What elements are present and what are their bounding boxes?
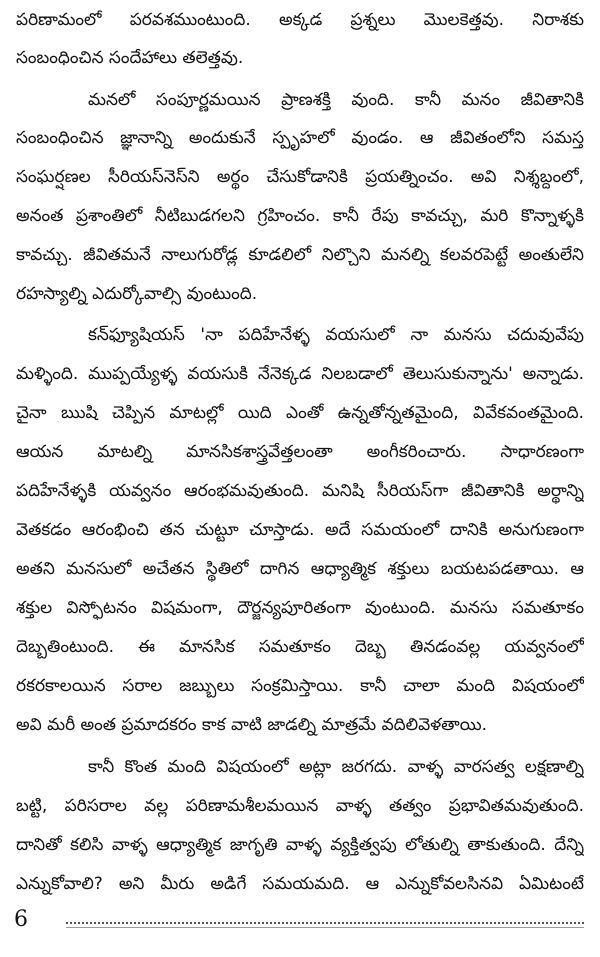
paragraph-line: చైనా ఋషి చెప్పిన మాటల్లో యిది ఎంతో ఉన్నతోన్నతమైంది, వివేకవంతమైంది. (16, 403, 584, 423)
paragraph-line: దెబ్బతింటుంది. ఈ మానసిక సమతూకం దెబ్బ తినడంవల్ల యవ్వనంలో (16, 637, 584, 657)
paragraph-line: వెతకడం ఆరంభించి తన చుట్టూ చూస్తాడు. అదే సమయంలో దానికి అనుగుణంగా (16, 520, 584, 540)
paragraph-line: సంబంధించిన సందేహాలు తలెత్తవు. (16, 48, 244, 68)
page-number: 6 (14, 907, 28, 932)
paragraph-line: ఆయన మాటల్ని మానసికశాస్త్రవేత్తలంతా అంగీకరించారు. సాధారణంగా (16, 442, 584, 462)
paragraph-line: దానితో కలిసి వాళ్ళ ఆధ్యాత్మిక జాగృతి వాళ్ళ వ్యక్తిత్వపు లోతుల్ని తాకుతుంది. దేన్ని (16, 835, 584, 855)
paragraph-line: అతని మనసులో అచేతన స్థితిలో దాగిన ఆధ్యాత్మిక శక్తులు బయటపడతాయి. ఆ (16, 559, 584, 579)
paragraph-line: సంఘర్షణల సీరియస్‌నెస్‌ని అర్థం చేసుకోడానికి ప్రయత్నించం. అవి నిశ్శబ్దంలో, (16, 167, 584, 187)
paragraph-line: సంబంధించిన జ్ఞానాన్ని అందుకునే స్పృహలో వుండం. ఆ జీవితంలోని సమస్త (16, 128, 584, 148)
paragraph-line: మళ్ళింది. ముప్పయ్యేళ్ళ వయసుకి నేనెక్కడ నిలబడాలో తెలుసుకున్నాను' అన్నాడు. (16, 364, 584, 384)
paragraph-line: అవి మరీ అంత ప్రమాదకరం కాక వాటి జాడల్ని మాత్రమే వదిలివెళతాయి. (16, 715, 488, 735)
footer-rule (66, 922, 584, 924)
paragraph-line: బట్టి, పరిసరాల వల్ల పరిణామశీలమయిన వాళ్ళ తత్వం ప్రభావితమవుతుంది. (16, 796, 584, 816)
footer-rule-underline (66, 927, 584, 928)
paragraph-line: పదిహేనేళ్ళకి యవ్వనం ఆరంభమవుతుంది. మనిషి సీరియస్‌గా జీవితానికి అర్థాన్ని (16, 481, 584, 501)
paragraph-line: కావచ్చు. జీవితమనే నాలుగురోడ్ల కూడలిలో నిల్చొని మనల్ని కలవరపెట్టే అంతులేని (16, 245, 584, 265)
paragraph-line: కానీ కొంత మంది విషయంలో అట్లా జరగదు. వాళ్ళ వారసత్వ లక్షణాల్ని (88, 757, 584, 777)
paragraph-line: కన్‌ఫ్యూషియస్ 'నా పదిహేనేళ్ళ వయసులో నా మనసు చదువువేపు (88, 325, 584, 345)
paragraph-line: అనంత ప్రశాంతిలో నీటిబుడగలని గ్రహించం. కానీ రేపు కావచ్చు, మరి కొన్నాళ్ళకి (16, 206, 584, 226)
paragraph-line: మనలో సంపూర్ణమయిన ప్రాణశక్తి వుంది. కానీ మనం జీవితానికి (88, 90, 584, 110)
paragraph-line: రకరకాలయిన సరాల జబ్బులు సంక్రమిస్తాయి. కానీ చాలా మంది విషయంలో (16, 676, 584, 696)
paragraph-line: ఎన్నుకోవాలి? అని మీరు అడిగే సమయమది. ఆ ఎన్నుకోవలసినవి ఏమిటంటే (16, 874, 584, 894)
paragraph-line: రహస్యాల్ని ఎదుర్కోవాల్సి వుంటుంది. (16, 284, 258, 304)
paragraph-line: శక్తుల విస్ఫోటనం విషమంగా, దౌర్జన్యపూరితంగా వుంటుంది. మనసు సమతూకం (16, 598, 584, 618)
paragraph-line: పరిణామంలో పరవశముంటుంది. అక్కడ ప్రశ్నలు మొలకెత్తవు. నిరాశకు (16, 10, 584, 30)
